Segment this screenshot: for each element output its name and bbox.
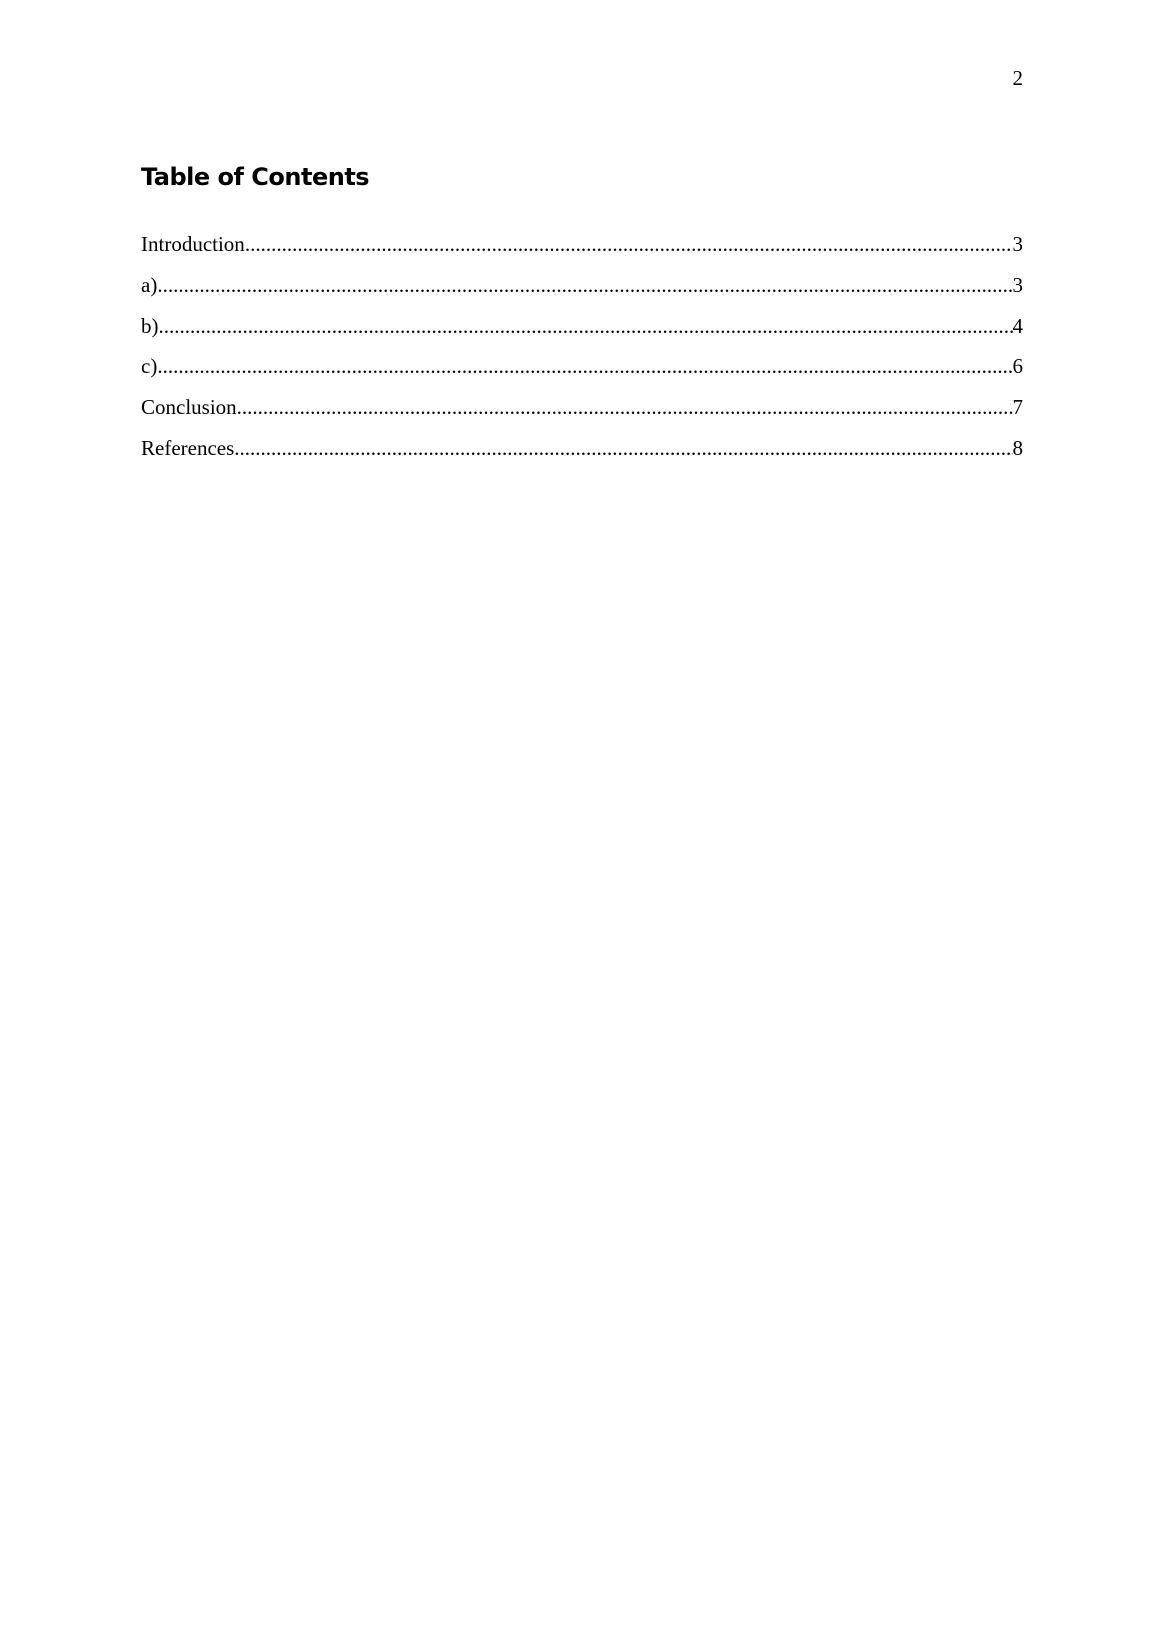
toc-entry-b[interactable] (141, 314, 1023, 355)
toc-entry-references[interactable] (141, 436, 1023, 477)
toc-entry-page: 3 (1012, 272, 1023, 297)
toc-heading: Table of Contents (141, 163, 370, 191)
toc-entry-introduction[interactable] (141, 232, 1023, 273)
toc-entry-page: 8 (1012, 435, 1023, 460)
toc-entry-title: References (141, 435, 235, 460)
toc-entry-page: 7 (1012, 395, 1023, 420)
toc-entry-title: Introduction (141, 232, 245, 256)
toc-dot-leader (157, 273, 1012, 297)
toc-entry-page: 6 (1012, 354, 1023, 379)
toc-list (141, 232, 1023, 477)
toc-entry-c[interactable] (141, 354, 1023, 395)
toc-entry-page: 4 (1012, 313, 1023, 338)
toc-entry-title: c) (141, 354, 158, 379)
toc-dot-leader (159, 314, 1013, 338)
toc-dot-leader (234, 436, 1012, 460)
page-number: 2 (1012, 66, 1023, 90)
toc-entry-title: Conclusion (141, 395, 237, 420)
toc-entry-page: 3 (1012, 232, 1023, 256)
toc-dot-leader (157, 354, 1012, 378)
toc-entry-title: a) (141, 272, 158, 297)
toc-entry-title: b) (141, 313, 159, 338)
toc-dot-leader (245, 232, 1013, 256)
toc-entry-conclusion[interactable] (141, 395, 1023, 436)
toc-dot-leader (237, 395, 1013, 419)
toc-entry-a[interactable] (141, 273, 1023, 314)
